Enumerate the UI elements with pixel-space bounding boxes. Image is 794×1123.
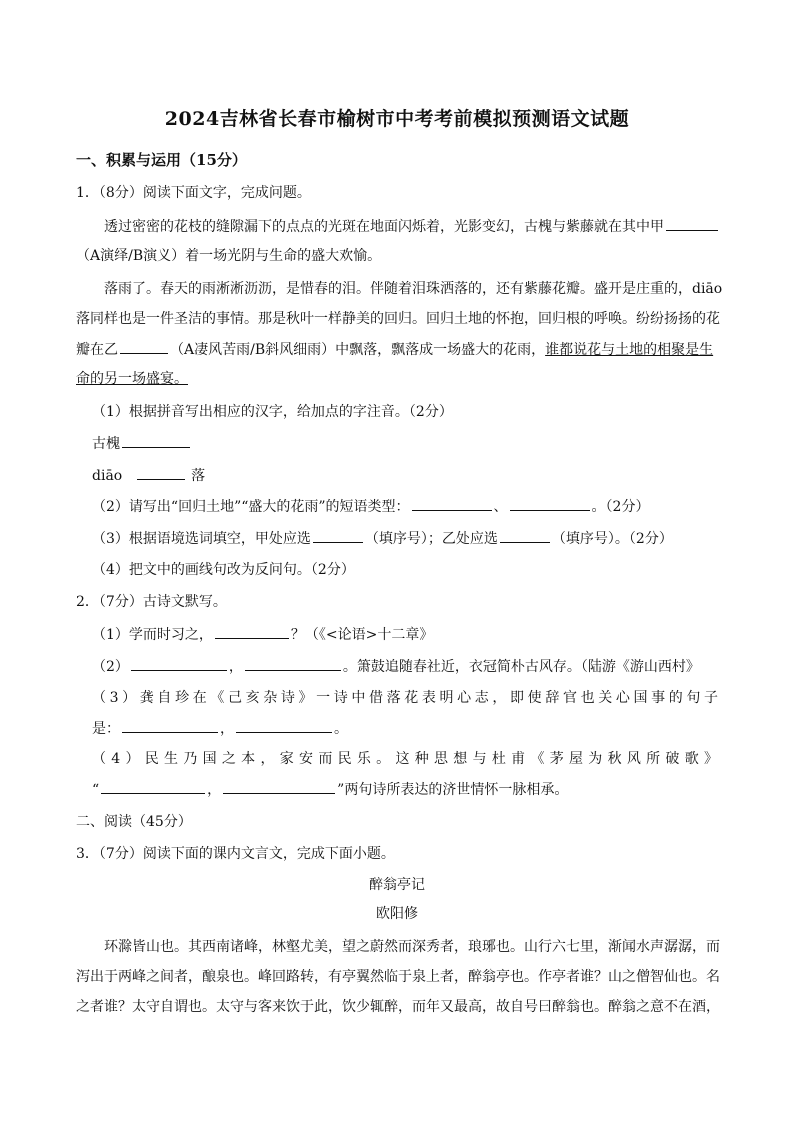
q1-paragraph2-line3 <box>76 339 713 360</box>
q1-sub1-b <box>92 465 205 486</box>
q2-sub3-line2 <box>92 718 348 739</box>
text: ， <box>207 782 222 798</box>
article-line1: 环滁皆山也。其西南诸峰，林壑尤美，望之蔚然而深秀者，琅琊也。山行六七里，渐闻水声潺潺，而 <box>104 939 720 955</box>
article-line3: 之者谁？太守自谓也。太守与客来饮于此，饮少辄醉，而年又最高，故自号曰醉翁也。醉翁之意不在酒， <box>76 999 720 1015</box>
blank-gong-1[interactable] <box>122 718 218 733</box>
blank-jia[interactable] <box>666 216 718 231</box>
text: 瓣在乙 <box>76 342 118 358</box>
text: 是： <box>92 721 120 737</box>
blank-lunyu[interactable] <box>215 624 289 639</box>
blank-choice-yi[interactable] <box>500 528 550 543</box>
q1-sub1: （1）根据拼音写出相应的汉字，给加点的字注音。（2分） <box>92 404 453 420</box>
blank-lu-you-1[interactable] <box>131 656 227 671</box>
page-title: 2024吉林省长春市榆树市中考考前模拟预测语文试题 <box>164 108 630 130</box>
text: ”两句诗所表达的济世情怀一脉相承。 <box>337 782 569 798</box>
q2-sub4-line2 <box>92 779 568 800</box>
text: （1）学而时习之， <box>92 627 213 643</box>
text: （2） <box>92 659 129 675</box>
q2-sub4-line1: （4）民生乃国之本，家安而民乐。这种思想与杜甫《茅屋为秋风所破歌》 <box>92 751 718 767</box>
text: 。 <box>334 721 348 737</box>
q1-sub4: （4）把文中的画线句改为反问句。（2分） <box>92 562 355 578</box>
text: 透过密密的花枝的缝隙漏下的点点的光斑在地面闪烁着，光影变幻，古槐与紫藤就在其中甲 <box>104 219 664 235</box>
blank-yi[interactable] <box>120 339 168 354</box>
q1-paragraph2-line1: 落雨了。春天的雨淅淅沥沥，是惜春的泪。伴随着泪珠洒落的，还有紫藤花瓣。盛开是庄重的，diāo <box>104 281 723 297</box>
text: 。（2分） <box>591 499 650 515</box>
underlined-sentence: 谁都说花与土地的相聚是生 <box>545 342 714 358</box>
blank-phrase-1[interactable] <box>412 496 492 511</box>
q1-paragraph2-line2: 落同样也是一件圣洁的事情。那是秋叶一样静美的回归。回归土地的怀抱，回归根的呼唤。纷纷扬扬的花 <box>76 311 720 327</box>
text: （2）请写出“回归土地”“盛大的花雨”的短语类型： <box>92 499 410 515</box>
q1-paragraph1-line1 <box>104 216 720 237</box>
text: 落 <box>191 468 206 484</box>
q2-sub2 <box>92 656 700 677</box>
blank-diao[interactable] <box>137 465 185 480</box>
text: （3）根据语境选词填空，甲处应选 <box>92 531 311 547</box>
q2-sub3-line1: （3）龚自珍在《己亥杂诗》一诗中借落花表明心志，即使辞官也关心国事的句子 <box>92 690 718 706</box>
text: “ <box>92 782 100 798</box>
text: （填序号）；乙处应选 <box>364 531 498 547</box>
pinyin: diāo <box>92 468 123 484</box>
q1-paragraph1-line2: （A演绎/B演义）着一场光阴与生命的盛大欢愉。 <box>76 248 382 264</box>
q1-paragraph2-line4: 命的另一场盛宴。 <box>76 371 188 387</box>
article-title: 醉翁亭记 <box>369 877 425 893</box>
text: ， <box>220 721 234 737</box>
text: （填序号）。（2分） <box>551 531 673 547</box>
blank-choice-jia[interactable] <box>313 528 363 543</box>
q1-sub1-a <box>92 433 192 454</box>
blank-du-fu-2[interactable] <box>223 779 335 794</box>
blank-phrase-2[interactable] <box>510 496 590 511</box>
section2-heading: 二、阅读（45分） <box>76 814 192 830</box>
article-author: 欧阳修 <box>376 906 418 922</box>
blank-du-fu-1[interactable] <box>101 779 205 794</box>
text: 古槐 <box>92 436 120 452</box>
q1-sub3 <box>92 528 673 549</box>
article-line2: 泻出于两峰之间者，酿泉也。峰回路转，有亭翼然临于泉上者，醉翁亭也。作亭者谁？山之僧智仙也。名 <box>76 969 720 985</box>
q2-intro: 2．（7分）古诗文默写。 <box>76 594 227 610</box>
text: ？（《<论语>十二章》 <box>290 627 434 643</box>
q1-intro: 1．（8分）阅读下面文字，完成问题。 <box>76 185 311 201</box>
blank-lu-you-2[interactable] <box>245 656 341 671</box>
blank-gong-2[interactable] <box>236 718 332 733</box>
text: （A凄风苦雨/B斜风细雨）中飘落，飘落成一场盛大的花雨， <box>170 342 546 358</box>
blank-gu-huai[interactable] <box>122 433 190 448</box>
q1-sub2 <box>92 496 649 517</box>
q2-sub1 <box>92 624 433 645</box>
text: 。箫鼓追随春社近，衣冠简朴古风存。（陆游《游山西村》 <box>342 659 700 675</box>
q3-intro: 3．（7分）阅读下面的课内文言文，完成下面小题。 <box>76 846 395 862</box>
section1-heading: 一、积累与运用（15分） <box>76 151 247 169</box>
text: 、 <box>493 499 508 515</box>
text: ， <box>228 659 243 675</box>
